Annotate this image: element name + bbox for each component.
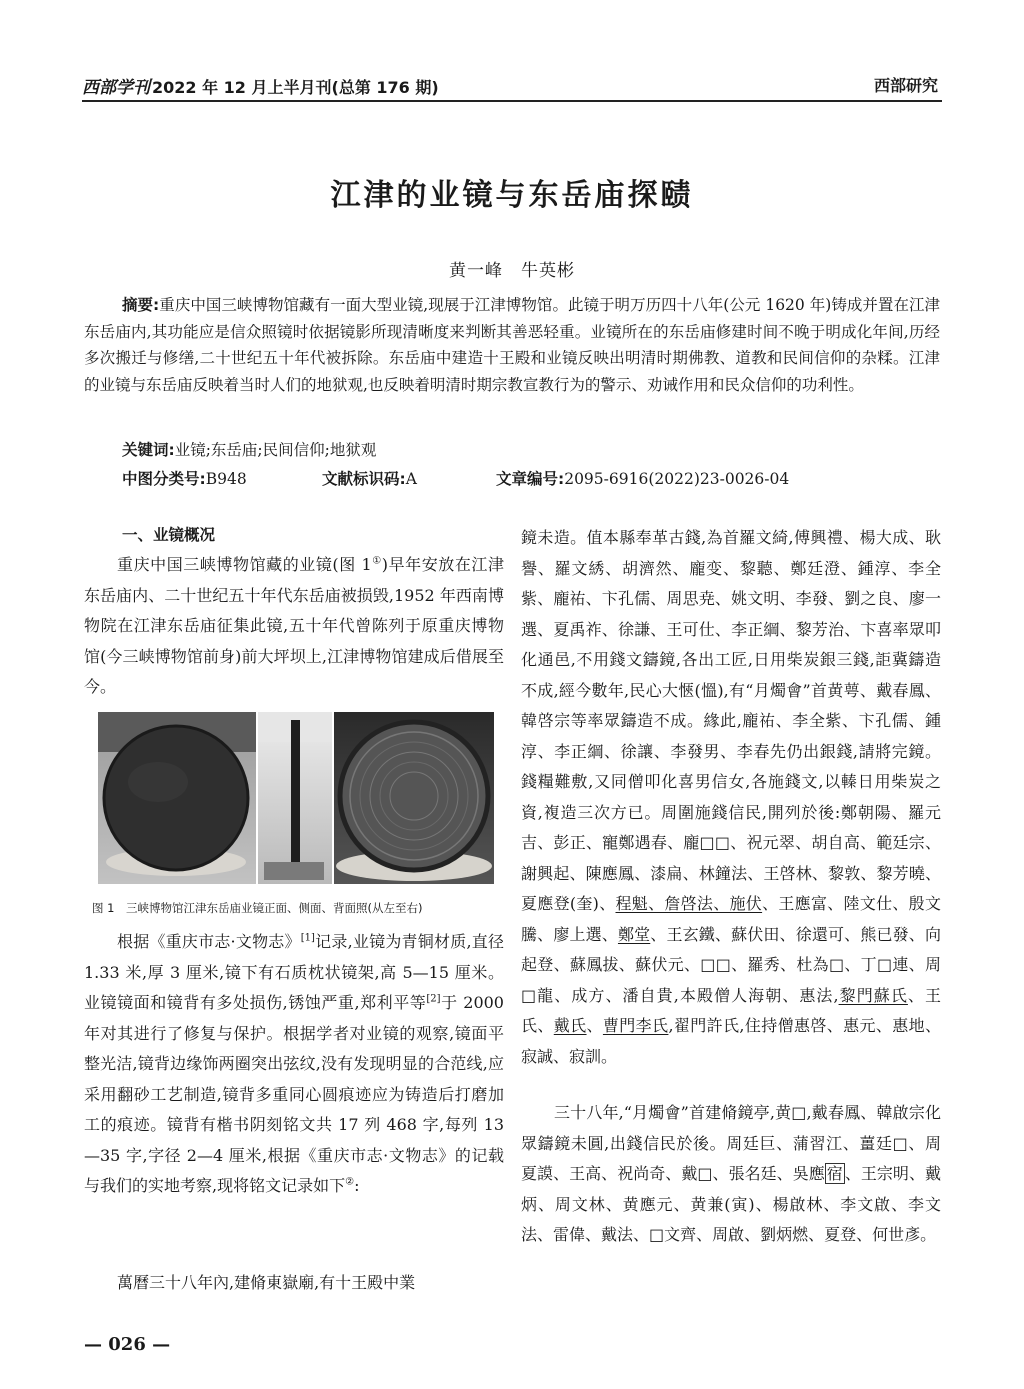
section-name: 西部研究 [873,76,938,95]
doc-code-value: A [405,470,417,488]
keywords-label: 关键词: [122,441,175,459]
clc-number [122,467,247,489]
underlined-names: 鄭堂 [617,924,651,944]
citation-2: [2] [426,993,441,1005]
underlined-names: 黎門蘇氏 [838,985,908,1005]
right-paragraph-2: 三十八年,“月燭會”首建脩鏡亭,黄□,戴春鳳、韓啟宗化眾鑄鏡未圓,出錢信民於後。周廷巨、蒲習江、薑廷□、周夏謨、王高、祝尚奇、戴□、張名廷、吳應 宿 、王宗明、戴炳、周文林、黄應元、黄兼(寅)、楊啟林、李文啟、李文法、雷偉、戴法、□文齊、周啟、劉炳燃、夏登、何世彥。 [521,1103,941,1244]
article-number [496,467,789,489]
citation-1: [1] [300,932,315,944]
abstract-label: 摘要: [122,296,160,314]
underlined-names: 曹門李氏 [602,1016,669,1035]
left-paragraph-2: 根据《重庆市志·文物志》[1]记录,业镜为青铜材质,直径 1.33 米,厚 3 厘米,镜下有石质枕状镜架,高 5—15 厘米。业镜镜面和镜背有多处损伤,锈蚀严重,郑利平等[2]于 2000 年对其进行了修复与保护。根据学者对业镜的观察,镜面平整光洁,镜背边缘饰两圈突出弦纹,没有发现明显的合范线,应采用翻砂工艺制造,镜背多重同心圆痕迹应为铸造后打磨加工的痕迹。镜背有楷书阴刻铭文共 17 列 468 字,每列 13—35 字,字径 2—4 厘米,根据《重庆市志·文物志》的记载与我们的实地考察,现将铭文记录如下②: [84,932,504,1195]
abstract [84,292,940,398]
abstract-text: 重庆中国三峡博物馆藏有一面大型业镜,现展于江津博物馆。此镜于明万历四十八年(公元 1620 年)铸成并置在江津东岳庙内,其功能应是信众照镜时依据镜影所现清晰度来判断其善恶轻重。业镜所在的东岳庙修建时间不晚于明成化年间,历经多次搬迁与修缮,二十世纪五十年代被拆除。东岳庙中建造十王殿和业镜反映出明清时期佛教、道教和民间信仰的杂糅。江津的业镜与东岳庙反映着当时人们的地狱观,也反映着明清时期宗教宣教行为的警示、劝诫作用和民众信仰的功利性。 [84,296,941,394]
right-paragraph-1: 鏡未造。值本縣奉革古錢,為首羅文綺,傅興禮、楊大成、耿譽、羅文綉、胡濟然、龐变、黎聽、鄭廷澄、鍾淳、李全紫、龐祐、卞孔儒、周思尭、姚文明、李發、劉之良、廖一選、夏禹祚、徐謙、王可仕、李正綱、黎芳治、卞喜率眾叩化通邑,不用錢文鑄鏡,各出工匠,日用柴炭銀三錢,詎冀鑄造不成,經今數年,民心大愜(慍),有“月燭會”首黄萼、戴春鳳、韓啓宗等率眾鑄造不成。緣此,龐祐、李全紫、卞孔儒、鍾淳、李正綱、徐讓、李發男、李春先仍出銀錢,請將完鏡。錢糧難敷,又同僧叩化喜男信女,各施錢文,以轃日用柴炭之資,複造三次方已。周圍施錢信民,開列於後:鄭朝陽、羅元吉、彭正、寵鄭遇春、龐□□、祝元翠、胡自高、範廷宗、謝興起、陳應鳳、漆扁、林鐘法、王啓林、黎敦、黎芳曉、夏應登(奎)、程魁、詹啓法、施伏、王應富、陸文仕、殷文騰、廖上選、鄭堂、王玄鐵、蘇伏田、徐還可、熊已發、向起登、蘇鳳拔、蘇伏元、□□、羅秀、杜為□、丁□連、周□龍、成方、潘自貴,本殿僧人海朝、惠法,黎門蘇氏、王氏、戴氏、曹門李氏,翟門許氏,住持僧惠啓、惠元、惠地、寂誠、寂訓。 [521,528,941,1066]
left-paragraph-3: 萬曆三十八年內,建脩東嶽廟,有十王殿中業 [117,1273,416,1292]
left-paragraph-1: 重庆中国三峡博物馆藏的业镜(图 1①)早年安放在江津东岳庙内、二十世纪五十年代东岳庙被损毁,1952 年西南博物院在江津东岳庙征集此镜,五十年代曾陈列于原重庆博物馆(今三峡博物馆前身)前大坪坝上,江津博物馆建成后借展至今。 [84,555,504,696]
journal-logo: 西部学刊 [82,78,150,98]
figure-caption: 图 1 三峡博物馆江津东岳庙业镜正面、侧面、背面照(从左至右) [92,901,423,915]
header-rule [82,100,942,102]
clc-label: 中图分类号: [122,470,206,488]
boxed-character: 宿 [826,1164,843,1183]
mirror-side-photo [258,712,332,884]
underlined-names: 程魁、詹啓法、施伏 [615,894,763,913]
footnote-marker: ① [371,555,382,567]
document-code [322,467,417,489]
section-heading: 一、业镜概况 [122,526,216,544]
mirror-back-photo [334,712,494,884]
mirror-front-photo [98,712,256,884]
article-no-value: 2095-6916(2022)23-0026-04 [564,470,790,488]
keywords [122,438,376,460]
article-no-label: 文章编号: [496,470,565,488]
clc-value: B948 [205,470,247,488]
article-authors: 黄一峰 牛英彬 [449,261,575,281]
page-number: — 026 — [84,1334,171,1355]
issue-info: 2022 年 12 月上半月刊(总第 176 期) [152,78,439,97]
journal-header-left [82,73,439,98]
article-title: 江津的业镜与东岳庙探赜 [330,178,694,213]
underlined-names: 戴氏 [553,1016,587,1035]
footnote-marker: ② [345,1176,355,1188]
figure-1 [98,712,494,884]
keywords-text: 业镜;东岳庙;民间信仰;地狱观 [174,441,377,459]
doc-code-label: 文献标识码: [322,470,406,488]
